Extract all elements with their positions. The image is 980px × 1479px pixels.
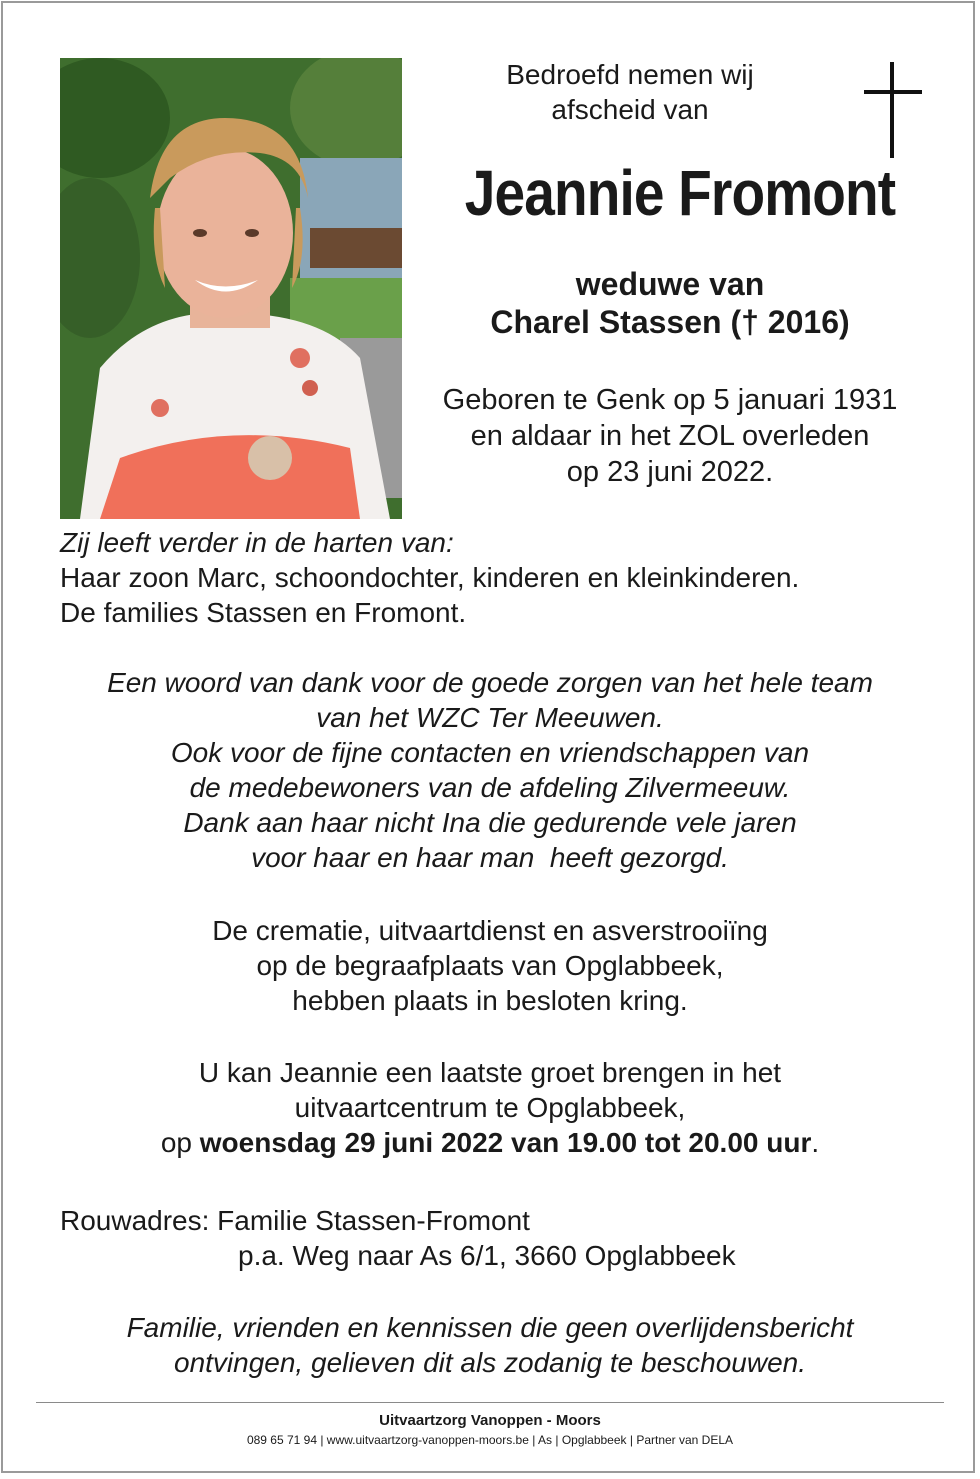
footer-company: Uitvaartzorg Vanoppen - Moors: [379, 1412, 601, 1429]
visit-line: U kan Jeannie een laatste groet brengen in het: [198, 1057, 782, 1088]
address-line: Rouwadres: Familie Stassen-Fromont: [60, 1205, 530, 1236]
visit-suffix: .: [811, 1127, 820, 1158]
notice-line: Familie, vrienden en kennissen die geen overlijdensbericht: [126, 1312, 854, 1343]
thanks-line: van het WZC Ter Meeuwen.: [316, 702, 664, 733]
address-line: p.a. Weg naar As 6/1, 3660 Opglabbeek: [238, 1240, 736, 1271]
footer-contact-info: 089 65 71 94 | www.uitvaartzorg-vanoppen-moors.be | As | Opglabbeek | Partner van DELA: [246, 1433, 734, 1447]
born-line: Geboren te Genk op 5 januari 1931: [442, 384, 898, 416]
survivors-line: Haar zoon Marc, schoondochter, kinderen en kleinkinderen.: [60, 562, 800, 593]
notice-block: [20, 1310, 960, 1380]
visit-date-line: [20, 1125, 960, 1160]
born-line: en aldaar in het ZOL overleden: [470, 420, 870, 452]
ceremony-line: De crematie, uitvaartdienst en asverstrooiïng: [212, 915, 768, 946]
thanks-line: Ook voor de fijne contacten en vriendschappen van: [170, 737, 810, 768]
visit-block: [20, 1055, 960, 1160]
cross-icon: [864, 62, 922, 158]
thanks-block: [20, 665, 960, 875]
ceremony-block: [20, 913, 960, 1018]
ceremony-line: op de begraafplaats van Opglabbeek,: [256, 950, 724, 981]
survivors-block: [60, 525, 960, 630]
survivors-line: De families Stassen en Fromont.: [60, 597, 467, 628]
portrait-photo: [60, 58, 402, 519]
notice-line: ontvingen, gelieven dit als zodanig te beschouwen.: [174, 1347, 806, 1378]
deceased-name: Jeannie Fromont: [464, 157, 896, 229]
visit-date: woensdag 29 juni 2022 van 19.00 tot 20.00 uur: [199, 1127, 812, 1158]
ceremony-line: hebben plaats in besloten kring.: [292, 985, 688, 1016]
thanks-line: de medebewoners van de afdeling Zilvermeeuw.: [189, 772, 791, 803]
visit-line: uitvaartcentrum te Opglabbeek,: [294, 1092, 686, 1123]
spouse-line: Charel Stassen († 2016): [490, 304, 850, 340]
thanks-line: Dank aan haar nicht Ina die gedurende vele jaren: [183, 807, 797, 838]
survivors-heading: Zij leeft verder in de harten van:: [60, 527, 454, 558]
intro-text: [440, 57, 820, 127]
thanks-line: Een woord van dank voor de goede zorgen van het hele team: [107, 667, 873, 698]
footer-divider: [36, 1402, 944, 1403]
birth-death-info: [410, 382, 930, 490]
intro-line: afscheid van: [551, 94, 709, 125]
born-line: op 23 juni 2022.: [566, 456, 774, 488]
thanks-line: voor haar en haar man heeft gezorgd.: [251, 842, 729, 873]
mourning-address: [60, 1203, 960, 1273]
visit-prefix: op: [160, 1127, 200, 1158]
spouse-info: [420, 265, 920, 341]
spouse-line: weduwe van: [575, 266, 765, 302]
intro-line: Bedroefd nemen wij: [506, 59, 754, 90]
